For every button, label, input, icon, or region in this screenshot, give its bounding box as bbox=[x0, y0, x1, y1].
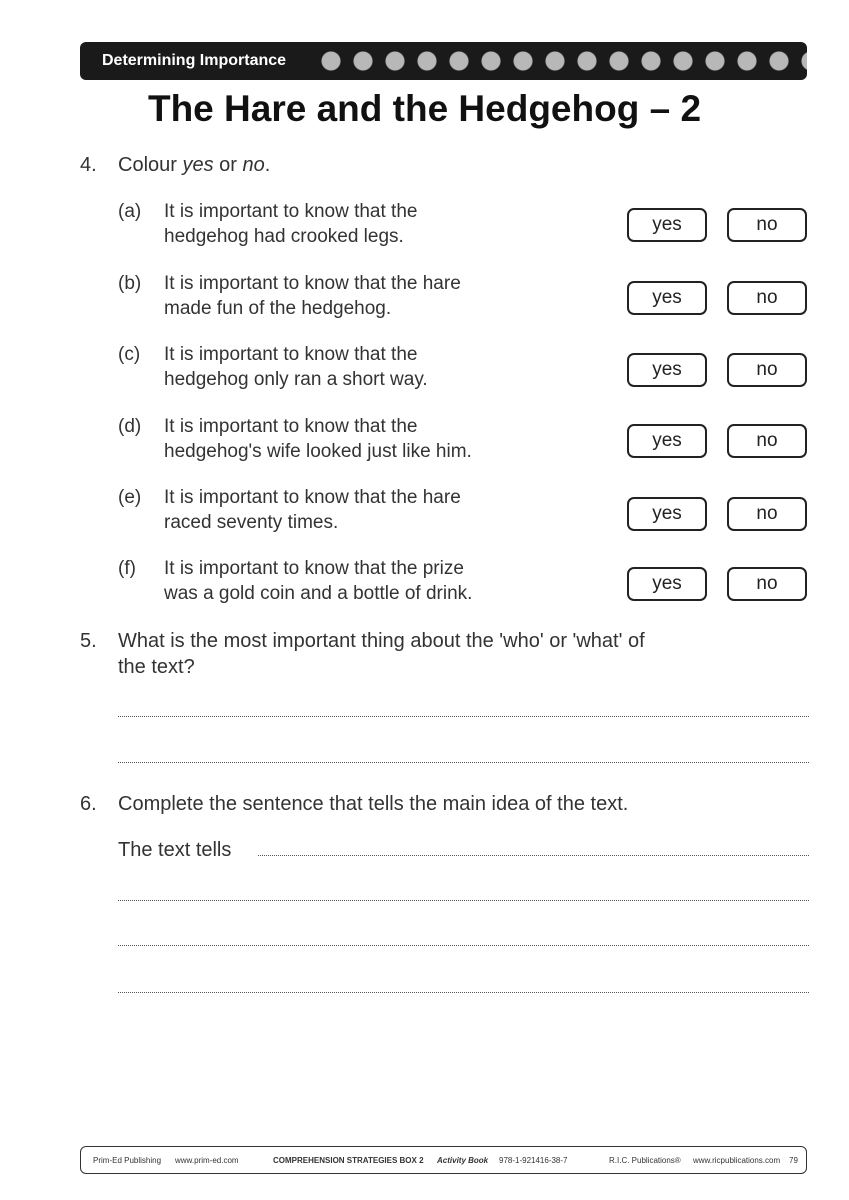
item-line-1: It is important to know that the bbox=[164, 416, 418, 437]
item-line-2: made fun of the hedgehog. bbox=[164, 298, 392, 319]
item-line-2: hedgehog's wife looked just like him. bbox=[164, 441, 472, 462]
item-letter: (f) bbox=[118, 558, 136, 579]
q4-item-b bbox=[0, 271, 849, 323]
item-text bbox=[164, 342, 584, 392]
footer-isbn: 978-1-921416-38-7 bbox=[499, 1156, 568, 1165]
item-line-1: It is important to know that the hare bbox=[164, 487, 461, 508]
no-button-d[interactable]: no bbox=[727, 424, 807, 458]
q4-item-f bbox=[0, 556, 849, 608]
item-text bbox=[164, 199, 584, 249]
prompt-line-1: What is the most important thing about the 'who' or 'what' of bbox=[118, 630, 645, 652]
sentence-starter: The text tells bbox=[118, 839, 232, 861]
item-line-1: It is important to know that the bbox=[164, 344, 418, 365]
banner-label: Determining Importance bbox=[102, 52, 287, 69]
q4-item-e bbox=[0, 485, 849, 537]
item-text bbox=[164, 271, 584, 321]
prompt-text: Colour bbox=[118, 154, 183, 176]
no-button-f[interactable]: no bbox=[727, 567, 807, 601]
q4-item-c bbox=[0, 342, 849, 394]
question-prompt bbox=[118, 628, 798, 680]
prompt-text: . bbox=[264, 154, 271, 176]
footer-book-title: COMPREHENSION STRATEGIES BOX 2 bbox=[273, 1156, 424, 1165]
yes-button-c[interactable]: yes bbox=[627, 353, 707, 387]
answer-line-q5-2[interactable] bbox=[118, 762, 809, 763]
yes-button-e[interactable]: yes bbox=[627, 497, 707, 531]
answer-line-q6-1[interactable] bbox=[258, 855, 809, 856]
no-button-b[interactable]: no bbox=[727, 281, 807, 315]
question-number: 4. bbox=[80, 154, 97, 176]
q4-item-a bbox=[0, 199, 849, 251]
answer-line-q6-3[interactable] bbox=[118, 945, 809, 946]
yes-button-b[interactable]: yes bbox=[627, 281, 707, 315]
answer-line-q5-1[interactable] bbox=[118, 716, 809, 717]
q4-item-d bbox=[0, 414, 849, 466]
item-letter: (b) bbox=[118, 273, 142, 294]
no-button-c[interactable]: no bbox=[727, 353, 807, 387]
page-number: 79 bbox=[789, 1156, 798, 1165]
item-text bbox=[164, 414, 584, 464]
prompt-yes-word: yes bbox=[182, 154, 214, 176]
yes-button-d[interactable]: yes bbox=[627, 424, 707, 458]
page-footer bbox=[80, 1146, 807, 1174]
item-line-1: It is important to know that the hare bbox=[164, 273, 461, 294]
footer-publisher-url: www.prim-ed.com bbox=[175, 1156, 239, 1165]
item-line-2: hedgehog only ran a short way. bbox=[164, 369, 428, 390]
answer-line-q6-2[interactable] bbox=[118, 900, 809, 901]
question-number: 5. bbox=[80, 630, 97, 652]
prompt-no-word: no bbox=[242, 154, 265, 176]
item-line-2: was a gold coin and a bottle of drink. bbox=[164, 583, 473, 604]
footer-ric: R.I.C. Publications® bbox=[609, 1156, 681, 1165]
no-button-e[interactable]: no bbox=[727, 497, 807, 531]
prompt-text: or bbox=[213, 154, 243, 176]
section-banner bbox=[80, 42, 807, 80]
no-button-a[interactable]: no bbox=[727, 208, 807, 242]
banner-dot-pattern bbox=[315, 42, 807, 80]
question-number: 6. bbox=[80, 793, 97, 815]
page-title: The Hare and the Hedgehog – 2 bbox=[147, 88, 702, 129]
question-prompt: Complete the sentence that tells the main idea of the text. bbox=[118, 793, 629, 815]
question-prompt bbox=[118, 152, 798, 178]
item-line-1: It is important to know that the bbox=[164, 201, 418, 222]
prompt-line-2: the text? bbox=[118, 656, 195, 678]
item-line-2: raced seventy times. bbox=[164, 512, 339, 533]
item-line-2: hedgehog had crooked legs. bbox=[164, 226, 404, 247]
item-letter: (a) bbox=[118, 201, 142, 222]
item-text bbox=[164, 485, 584, 535]
yes-button-a[interactable]: yes bbox=[627, 208, 707, 242]
item-letter: (c) bbox=[118, 344, 141, 365]
answer-line-q6-4[interactable] bbox=[118, 992, 809, 993]
footer-publisher: Prim-Ed Publishing bbox=[93, 1156, 162, 1165]
yes-button-f[interactable]: yes bbox=[627, 567, 707, 601]
item-line-1: It is important to know that the prize bbox=[164, 558, 464, 579]
footer-ric-url: www.ricpublications.com bbox=[693, 1156, 781, 1165]
item-text bbox=[164, 556, 584, 606]
question-5 bbox=[0, 628, 849, 680]
footer-book-subtitle: Activity Book bbox=[437, 1156, 489, 1165]
item-letter: (e) bbox=[118, 487, 142, 508]
item-letter: (d) bbox=[118, 416, 142, 437]
